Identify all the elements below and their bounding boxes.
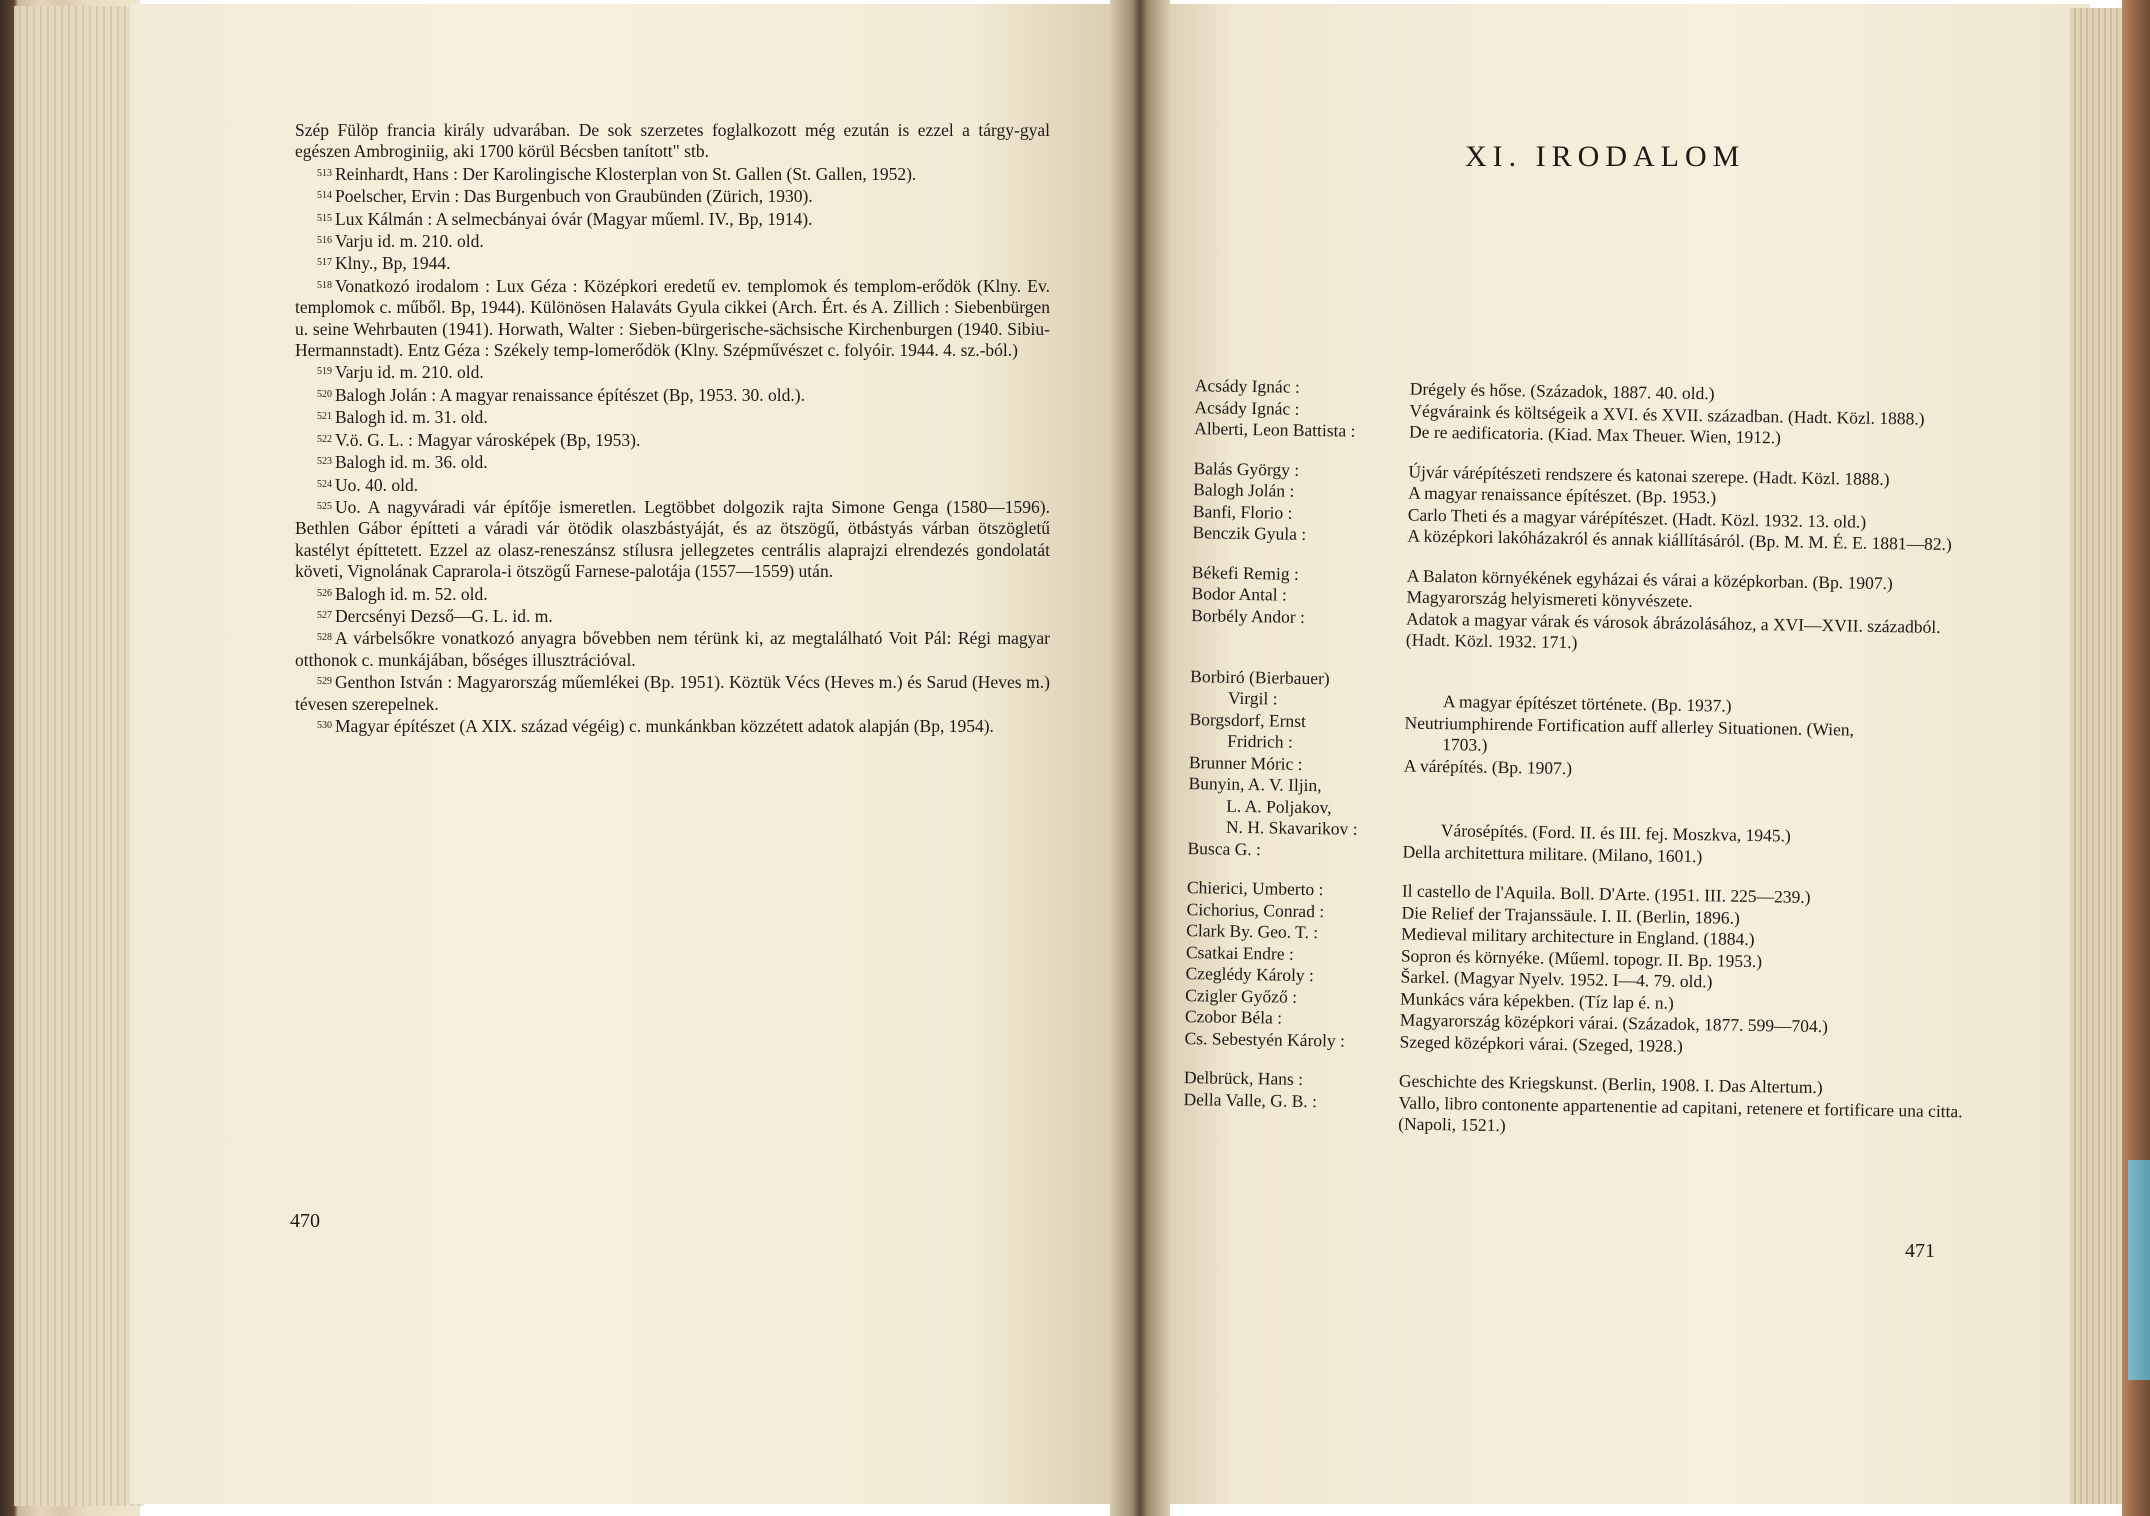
footnote-text: Balogh id. m. 36. old. [335,452,488,473]
bibliography-group [1174,877,1967,1061]
work-title: Magyarország középkori várai. (Századok, 1877. 599—704.) [1399,1009,1829,1037]
author-name: Benczik Gyula : [1192,522,1307,544]
footnote-number: 525 [317,500,332,512]
footnote-text: Genthon István : Magyarország műemlékei (Bp. 1951). Köztük Vécs (Heves m.) és Sarud (Heves m.) tévesen szerepelnek. [295,672,1050,714]
footnote [295,384,1050,406]
footnote [295,252,1050,274]
work-title: Sopron és környéke. (Műeml. topogr. II. Bp. 1953.) [1400,944,1763,971]
work-title: Die Relief der Trajanssäule. I. II. (Berlin, 1896.) [1401,901,1740,928]
footnote [295,275,1050,362]
footnote-continuation: Szép Fülöp francia király udvarában. De sok szerzetes foglalkozott még ezután is ezzel a tárgy-gyal egészen Ambroginiig, aki 1700 körül Bécsben tanított" stb. [295,120,1050,162]
work-title: Munkács vára képekben. (Tíz lap é. n.) [1400,987,1674,1013]
footnote-number: 513 [317,167,332,179]
footnote-number: 517 [317,257,332,269]
footnote [295,429,1050,451]
footnote-text: Uo. 40. old. [335,474,419,495]
footnote-number: 526 [317,587,332,599]
footnote-text: Lux Kálmán : A selmecbányai óvár (Magyar műeml. IV., Bp, 1914). [335,208,813,229]
footnote [295,474,1050,496]
work-title: De re aedificatoria. (Kiad. Max Theuer. Wien, 1912.) [1408,421,1782,448]
footnote-text: Klny., Bp, 1944. [335,253,451,274]
work-title: Végváraink és költségeik a XVI. és XVII. században. (Hadt. Közl. 1888.) [1409,400,1925,429]
work-title: Magyarország helyismereti könyvészete. [1406,586,1693,612]
author-name: Balás György : [1193,457,1300,480]
author-name: L. A. Poljakov, [1226,795,1332,817]
footnote [295,451,1050,473]
bibliography-group [1184,375,1975,452]
work-title: A Balaton környékének egyházai és várai a középkorban. (Bp. 1907.) [1406,565,1893,593]
author-name: Bodor Antal : [1191,583,1288,605]
author-name: Cs. Sebestyén Károly : [1184,1027,1346,1051]
author-name: Csatkai Endre : [1185,941,1294,964]
author-name: Czobor Béla : [1184,1006,1283,1028]
footnote [295,406,1050,428]
work-title: Szeged középkori várai. (Szeged, 1928.) [1399,1030,1684,1056]
footnote-text: Vonatkozó irodalom : Lux Géza : Középkori eredetű ev. templomok és templom-erődök (Klny. Ev. templomok c. műből. Bp, 1944). Különösen Halaváts Gyula cikkei (Arch. Ért. és A. Zillich : Siebenbürgen u. seine Wehrbauten (1941). Horwath, Walter : Sieben-bürgerische-sächsische Kirchenburgen (1940. Sibiu-Hermannstadt). Entz Géza : Székely temp-lomerődök (Klny. Szépművészet c. folyóir. 1944. 4. sz.-ból.) [295,275,1050,361]
work-title: Geschichte des Kriegskunst. (Berlin, 1908. I. Das Altertum.) [1398,1070,1823,1098]
footnote [295,361,1050,383]
bibliography-group [1173,1067,1964,1144]
bookmark-ribbon [2128,1160,2150,1380]
author-name: Banfi, Florio : [1192,500,1293,523]
footnote [295,671,1050,715]
work-title: Újvár várépítészeti rendszere és katonai szerepe. (Hadt. Közl. 1888.) [1408,461,1890,489]
footnote-number: 529 [317,676,332,688]
author-name: Borbély Andor : [1191,604,1306,627]
author-name: Balogh Jolán : [1193,479,1295,501]
footnote-text: Varju id. m. 210. old. [335,362,484,383]
footnote-number: 528 [317,632,332,644]
author-name: Della Valle, G. B. : [1183,1088,1318,1111]
footnote [295,605,1050,627]
footnote-text: Reinhardt, Hans : Der Karolingische Klosterplan von St. Gallen (St. Gallen, 1952). [335,163,917,184]
bibliography-group [1177,665,1970,871]
footnote-number: 518 [317,279,332,291]
footnote [295,583,1050,605]
author-name: Delbrück, Hans : [1183,1067,1304,1089]
footnote [295,230,1050,252]
footnote-number: 523 [317,456,332,468]
author-name: Acsády Ignác : [1194,396,1300,419]
footnote [295,163,1050,185]
footnote-text: Uo. A nagyváradi vár építője ismeretlen. Legtöbbet dolgozik rajta Simone Genga (1580—1596). Bethlen Gábor építteti a váradi vár ötödik olaszbástyáját, és az ötszögű, ötbástyás várban ötszögletű kastélyt építtetett. Ezzel az olasz-reneszánsz stílusra jellegzetes centrális alaprajzi elrendezés gondolatát követi, Vignolának Caprarola-i ötszögű Farnese-palotája (1557—1559) után. [295,496,1050,582]
footnote-text: Varju id. m. 210. old. [335,231,484,252]
footnote-number: 527 [317,609,332,621]
footnote [295,496,1050,583]
footnote-number: 530 [317,719,332,731]
work-title: A várépítés. (Bp. 1907.) [1403,754,1573,778]
book-gutter [1110,0,1170,1516]
footnote [295,627,1050,671]
work-title: A magyar építészet története. (Bp. 1937.) [1442,691,1732,716]
bibliography-group [1181,561,1972,659]
footnote-number: 519 [317,366,332,378]
work-title: Drégely és hőse. (Századok, 1887. 40. old.) [1409,378,1715,404]
work-title: Városépítés. (Ford. II. és III. fej. Moszkva, 1945.) [1440,820,1791,846]
work-title: Šarkel. (Magyar Nyelv. 1952. I—4. 79. old.) [1400,966,1713,992]
author-name: N. H. Skavarikov : [1225,816,1358,839]
author-name: Borgsdorf, Ernst [1189,708,1307,731]
footnote-number: 514 [317,190,332,202]
work-title: Neutriumphirende Fortification auff allerley Situationen. (Wien, [1404,711,1855,740]
work-title: Della architettura militare. (Milano, 1601.) [1402,840,1703,866]
author-name: Brunner Móric : [1188,751,1303,774]
footnotes [295,120,1050,737]
footnote-number: 524 [317,478,332,490]
author-name: Clark By. Geo. T. : [1186,920,1319,943]
footnote-text: V.ö. G. L. : Magyar városképek (Bp, 1953). [335,429,641,450]
work-title: Il castello de l'Aquila. Boll. D'Arte. (1951. III. 225—239.) [1401,880,1811,907]
work-title: A magyar renaissance építészet. (Bp. 1953.) [1408,482,1717,508]
author-name: Virgil : [1227,687,1278,709]
author-name: Acsády Ignác : [1194,375,1300,397]
footnote [295,208,1050,230]
work-title: 1703.) [1442,734,1488,755]
author-name: Békefi Remig : [1191,561,1299,584]
bibliography-group [1182,457,1973,555]
footnote-text: Balogh id. m. 31. old. [335,407,488,428]
footnote-text: Balogh Jolán : A magyar renaissance építészet (Bp, 1953. 30. old.). [335,384,805,405]
footnote-text: Poelscher, Ervin : Das Burgenbuch von Graubünden (Zürich, 1930). [335,186,813,207]
page-edges-left [14,6,144,1506]
author-name: Czeglédy Károly : [1185,963,1315,986]
chapter-heading: XI. IRODALOM [1465,140,1746,173]
footnote-text: Dercsényi Dezső—G. L. id. m. [335,605,553,626]
author-name: Busca G. : [1187,837,1262,859]
footnote [295,185,1050,207]
work-title: Medieval military architecture in England. (1884.) [1401,923,1755,950]
author-name: Alberti, Leon Battista : [1194,418,1356,441]
footnote-number: 516 [317,235,332,247]
author-name: Czigler Győző : [1185,984,1298,1007]
footnote-text: Balogh id. m. 52. old. [335,583,488,604]
work-title: Adatok a magyar várak és városok ábrázolásához, a XVI—XVII. századból. (Hadt. Közl. 1932. 171.) [1405,608,1941,653]
footnote-number: 520 [317,388,332,400]
footnote-number: 515 [317,212,332,224]
footnote-number: 522 [317,433,332,445]
page-number-right: 471 [1905,1240,1935,1262]
page-number-left: 470 [290,1210,320,1232]
footnote-text: Magyar építészet (A XIX. század végéig) c. munkánkban közzétett adatok alapján (Bp, 1954). [335,715,994,736]
bibliography-list [1173,375,1975,1162]
author-name: Borbiró (Bierbauer) [1190,665,1330,688]
work-title: A középkori lakóházakról és annak kiállításáról. (Bp. M. M. É. E. 1881—82.) [1407,525,1952,555]
footnote-number: 521 [317,411,332,423]
footnote-text: A várbelsőkre vonatkozó anyagra bővebben nem térünk ki, az megtalálható Voit Pál: Régi magyar otthonok c. munkájában, bőséges illusztrációval. [295,628,1050,670]
page-edges-right [2070,8,2130,1504]
author-name: Fridrich : [1227,730,1294,752]
work-title: Carlo Theti és a magyar várépítészet. (Hadt. Közl. 1932. 13. old.) [1407,504,1867,532]
author-name: Bunyin, A. V. Iljin, [1188,773,1322,796]
author-name: Cichorius, Conrad : [1186,898,1325,921]
work-title: Vallo, libro contonente appartenentie ad capitani, retenere et fortificare una citta. (Napoli, 1521.) [1398,1091,1963,1136]
footnote [295,715,1050,737]
author-name: Chierici, Umberto : [1186,877,1324,900]
